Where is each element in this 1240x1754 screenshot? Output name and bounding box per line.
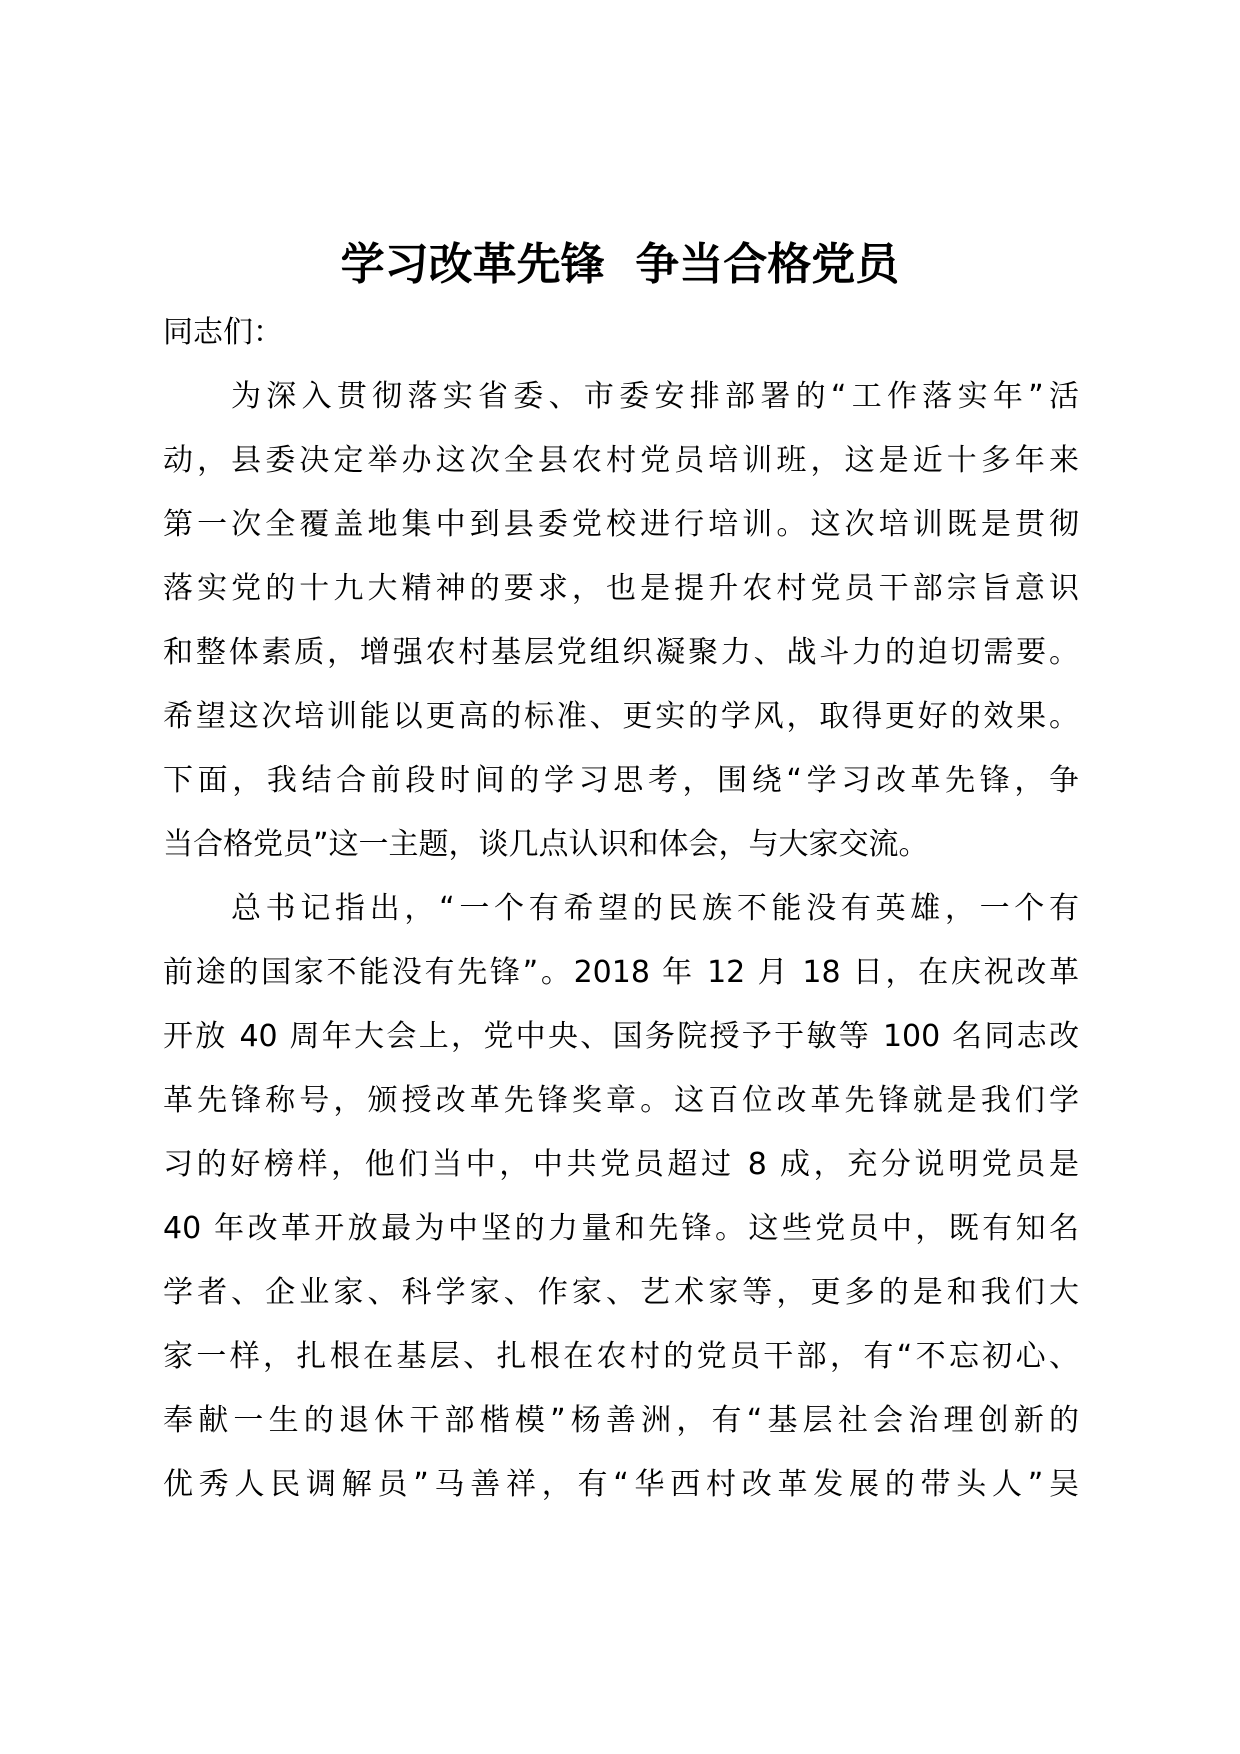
text-line: 奉献一生的退休干部楷模”杨善洲，有“基层社会治理创新的 <box>163 1403 1079 1438</box>
text-line: 希望这次培训能以更高的标准、更实的学风，取得更好的效果。 <box>163 699 1079 734</box>
text-line: 革先锋称号，颁授改革先锋奖章。这百位改革先锋就是我们学 <box>163 1083 1079 1118</box>
text-line: 前途的国家不能没有先锋”。2018 年 12 月 18 日，在庆祝改革 <box>163 955 1079 990</box>
salutation: 同志们： <box>163 315 283 350</box>
text-line: 学者、企业家、科学家、作家、艺术家等，更多的是和我们大 <box>163 1275 1079 1310</box>
document-title: 学习改革先锋 争当合格党员 <box>340 239 900 290</box>
document-body <box>163 301 1079 1517</box>
text-line: 为深入贯彻落实省委、市委安排部署的“工作落实年”活 <box>231 379 1079 414</box>
text-line: 家一样，扎根在基层、扎根在农村的党员干部，有“不忘初心、 <box>163 1339 1079 1374</box>
text-line: 当合格党员”这一主题，谈几点认识和体会，与大家交流。 <box>163 827 929 862</box>
text-line: 总书记指出，“一个有希望的民族不能没有英雄，一个有 <box>231 891 1079 926</box>
text-line: 落实党的十九大精神的要求，也是提升农村党员干部宗旨意识 <box>163 571 1079 606</box>
text-line: 和整体素质，增强农村基层党组织凝聚力、战斗力的迫切需要。 <box>163 635 1079 670</box>
paragraph-lines <box>163 365 1079 1517</box>
text-line: 开放 40 周年大会上，党中央、国务院授予于敏等 100 名同志改 <box>163 1019 1079 1054</box>
text-line: 下面，我结合前段时间的学习思考，围绕“学习改革先锋，争 <box>163 763 1079 798</box>
text-line: 优秀人民调解员”马善祥，有“华西村改革发展的带头人”吴 <box>163 1467 1079 1502</box>
text-line: 习的好榜样，他们当中，中共党员超过 8 成，充分说明党员是 <box>163 1147 1079 1182</box>
text-line: 动，县委决定举办这次全县农村党员培训班，这是近十多年来 <box>163 443 1079 478</box>
text-line: 40 年改革开放最为中坚的力量和先锋。这些党员中，既有知名 <box>163 1211 1079 1246</box>
text-line: 第一次全覆盖地集中到县委党校进行培训。这次培训既是贯彻 <box>163 507 1079 542</box>
